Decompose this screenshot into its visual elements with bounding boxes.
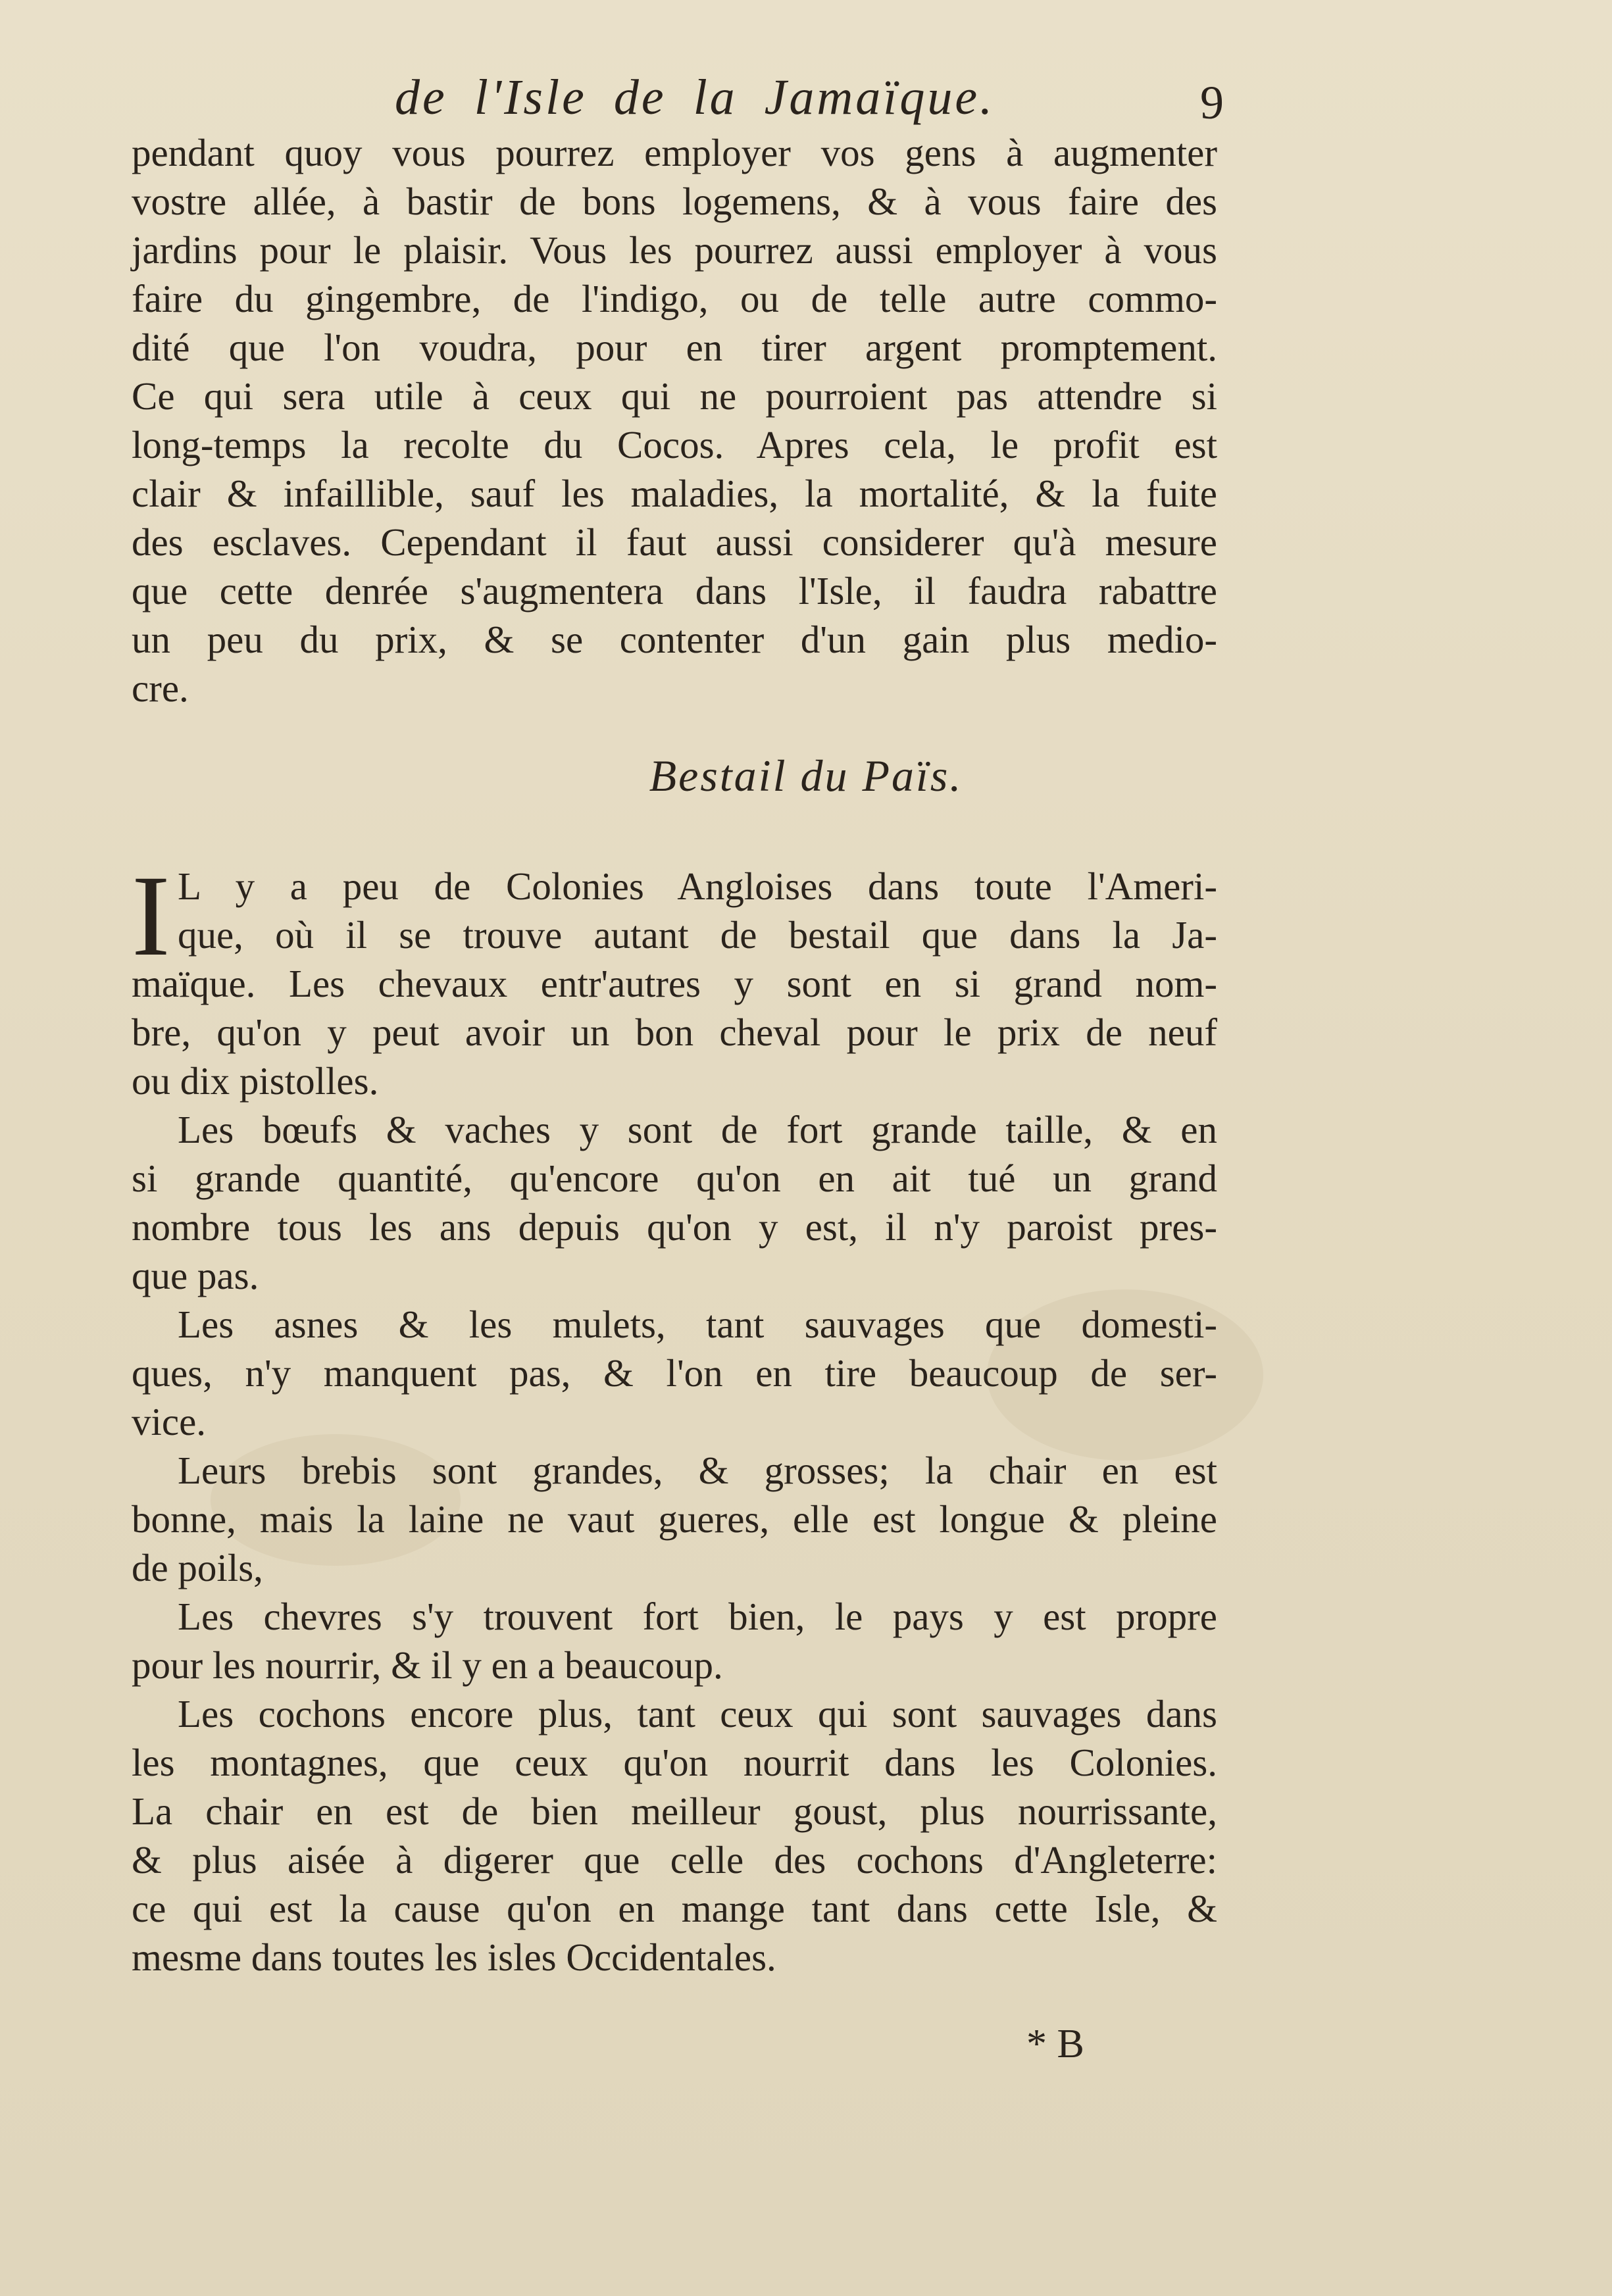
running-title: de l'Isle de la Jamaïque. <box>395 70 995 125</box>
text-line: que pas. <box>132 1254 259 1297</box>
text-line: clair & infaillible, sauf les maladies, la mortalité, & la fuite <box>132 472 1217 515</box>
text-line: Les chevres s'y trouvent fort bien, le pays y est propre <box>178 1595 1217 1638</box>
text-line: maïque. Les chevaux entr'autres y sont en si grand nom- <box>132 962 1217 1005</box>
text-line: bonne, mais la laine ne vaut gueres, elle est longue & pleine <box>132 1497 1217 1541</box>
text-line: Leurs brebis sont grandes, & grosses; la chair en est <box>178 1449 1217 1492</box>
page-header <box>395 69 1237 128</box>
text-line: Ce qui sera utile à ceux qui ne pourroient pas attendre si <box>132 374 1217 418</box>
text-line: ce qui est la cause qu'on en mange tant dans cette Isle, & <box>132 1887 1217 1930</box>
text-line: ou dix pistolles. <box>132 1059 379 1103</box>
text-line: L y a peu de Colonies Angloises dans toute l'Ameri- <box>178 864 1217 908</box>
text-line: pour les nourrir, & il y en a beaucoup. <box>132 1643 723 1687</box>
text-line: si grande quantité, qu'encore qu'on en ait tué un grand <box>132 1157 1217 1200</box>
text-line: cre. <box>132 666 189 710</box>
text-line: nombre tous les ans depuis qu'on y est, il n'y paroist pres- <box>132 1205 1217 1249</box>
text-line: vice. <box>132 1400 207 1443</box>
section-heading: Bestail du Païs. <box>649 751 963 801</box>
text-line: Les bœufs & vaches y sont de fort grande taille, & en <box>178 1108 1217 1151</box>
text-line: La chair en est de bien meilleur goust, plus nourrissante, <box>132 1789 1217 1833</box>
text-line: dité que l'on voudra, pour en tirer argent promptement. <box>132 326 1217 369</box>
text-line: & plus aisée à digerer que celle des cochons d'Angleterre: <box>132 1838 1217 1882</box>
text-line: faire du gingembre, de l'indigo, ou de telle autre commo- <box>132 277 1217 320</box>
text-line: que cette denrée s'augmentera dans l'Isle, il faudra rabattre <box>132 569 1217 612</box>
text-line: bre, qu'on y peut avoir un bon cheval pour le prix de neuf <box>132 1011 1217 1054</box>
signature-mark: * B <box>1026 2022 1084 2066</box>
text-line: Les asnes & les mulets, tant sauvages que domesti- <box>178 1303 1217 1346</box>
text-line: que, où il se trouve autant de bestail que dans la Ja- <box>178 913 1217 957</box>
text-line: long-temps la recolte du Cocos. Apres cela, le profit est <box>132 423 1217 466</box>
text-line: des esclaves. Cependant il faut aussi considerer qu'à mesure <box>132 520 1217 564</box>
text-line: les montagnes, que ceux qu'on nourrit dans les Colonies. <box>132 1741 1217 1784</box>
text-line: ques, n'y manquent pas, & l'on en tire beaucoup de ser- <box>132 1351 1217 1395</box>
text-line: un peu du prix, & se contenter d'un gain plus medio- <box>132 618 1217 661</box>
drop-cap: I <box>132 852 170 980</box>
page-number: 9 <box>1200 76 1224 129</box>
text-line: vostre allée, à bastir de bons logemens, & à vous faire des <box>132 180 1217 223</box>
text-line: Les cochons encore plus, tant ceux qui sont sauvages dans <box>178 1692 1217 1735</box>
text-line: pendant quoy vous pourrez employer vos gens à augmenter <box>132 131 1217 174</box>
text-line: mesme dans toutes les isles Occidentales. <box>132 1935 776 1979</box>
paragraph-two <box>132 852 1217 1982</box>
paragraph-one <box>132 128 1217 712</box>
text-line: jardins pour le plaisir. Vous les pourrez aussi employer à vous <box>132 228 1217 272</box>
text-line: de poils, <box>132 1546 263 1589</box>
